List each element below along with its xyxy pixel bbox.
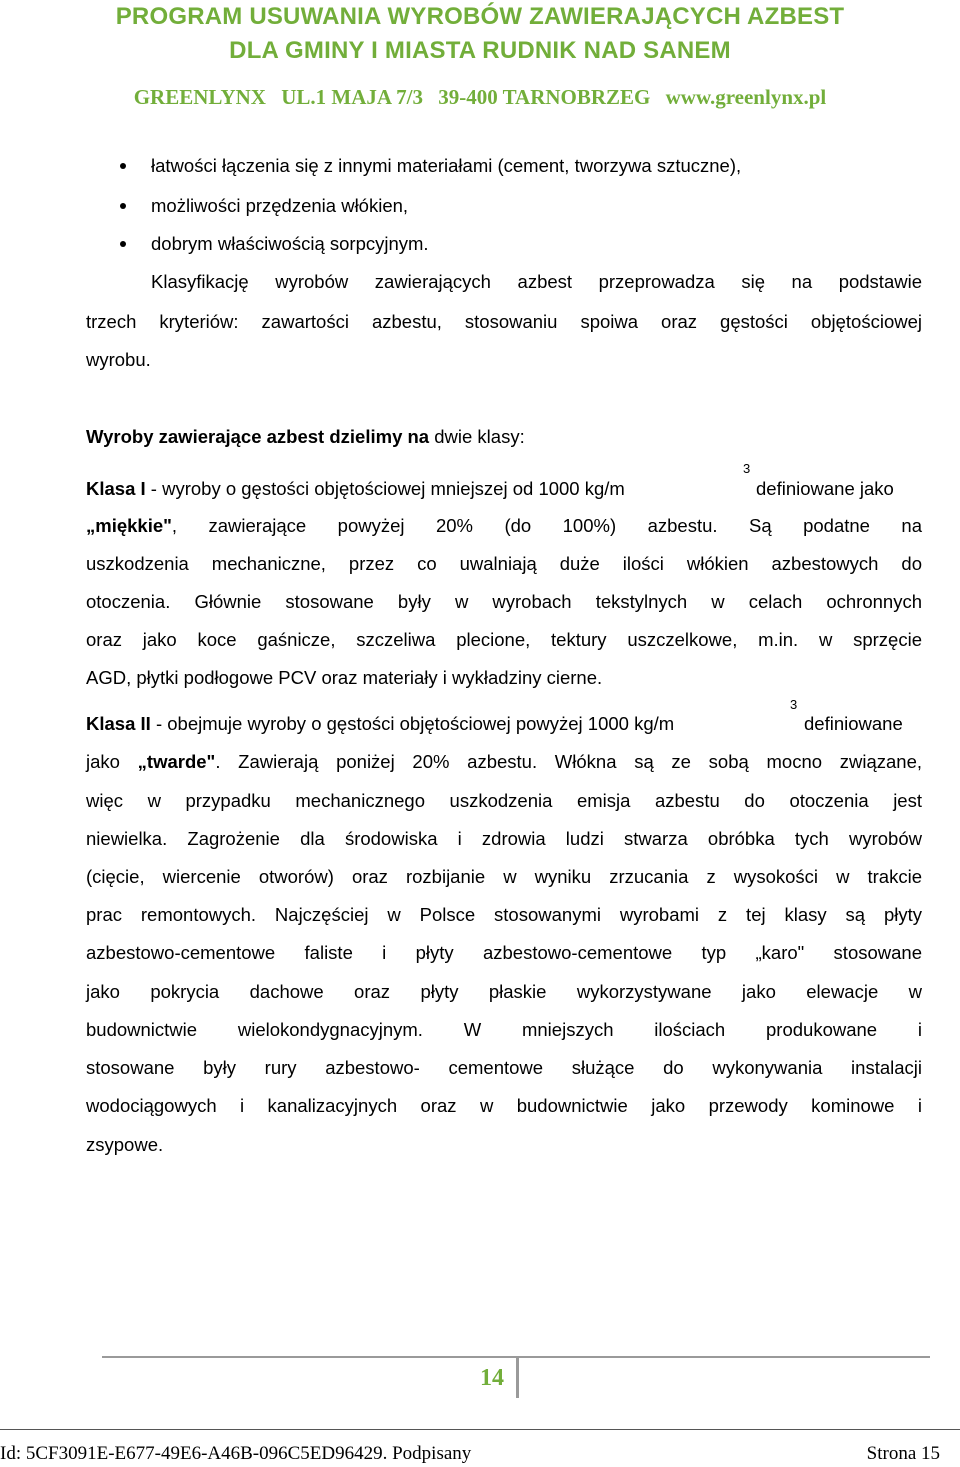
header-title-line1: PROGRAM USUWANIA WYROBÓW ZAWIERAJĄCYCH AZBEST — [115, 3, 845, 30]
class1-line3: uszkodzenia mechaniczne, przez co uwalniają duże ilości włókien azbestowych do — [86, 553, 922, 574]
intro-line: Klasyfikację wyrobów zawierających azbest przeprowadza się na podstawie — [151, 271, 922, 292]
class2-line2: jako „twarde". Zawierają poniżej 20% azbestu. Włókna są ze sobą mocno związane, — [86, 751, 923, 772]
class2-superscript: 3 — [790, 697, 798, 712]
class1-line4: otoczenia. Głównie stosowane były w wyrobach tekstylnych w celach ochronnych — [86, 591, 922, 612]
class2-line: jako pokrycia dachowe oraz płyty płaskie wykorzystywane jako elewacje w — [86, 981, 922, 1002]
class2-line: stosowane były rury azbestowo- cementowe służące do wykonywania instalacji — [86, 1057, 922, 1078]
header-contact — [0, 84, 960, 110]
page-number: 14 — [480, 1365, 504, 1391]
classes-heading: Wyroby zawierające azbest dzielimy na dwie klasy: — [86, 426, 525, 447]
header-city: 39-400 TARNOBRZEG — [438, 85, 651, 109]
class1-line6: AGD, płytki podłogowe PCV oraz materiały i wykładziny cierne. — [86, 667, 603, 688]
class2-label: Klasa II — [86, 713, 151, 734]
document-id: Id: 5CF3091E-E677-49E6-A46B-096C5ED96429. Podpisany — [0, 1443, 472, 1464]
page-number-bar — [516, 1356, 519, 1398]
bullet-icon — [120, 241, 126, 247]
class2-line: wodociągowych i kanalizacyjnych oraz w budownictwie jako przewody kominowe i — [86, 1095, 922, 1116]
class1-line1-end: definiowane jako — [756, 478, 894, 499]
header-company: GREENLYNX — [133, 85, 266, 109]
header-title-line2: DLA GMINY I MIASTA RUDNIK NAD SANEM — [229, 37, 731, 64]
intro-line: wyrobu. — [86, 349, 151, 370]
class2-line: budownictwie wielokondygnacyjnym. W mniejszych ilościach produkowane i — [86, 1019, 922, 1040]
header-website: www.greenlynx.pl — [665, 85, 827, 109]
class1-line5: oraz jako koce gaśnicze, szczeliwa plecione, tektury uszczelkowe, m.in. w sprzęcie — [86, 629, 922, 650]
class2-line: (cięcie, wiercenie otworów) oraz rozbijanie w wyniku zrzucania z wysokości w trakcie — [86, 866, 922, 887]
class1-line2: „miękkie", zawierające powyżej 20% (do 100%) azbestu. Są podatne na — [86, 515, 922, 536]
class2-line: więc w przypadku mechanicznego uszkodzenia emisja azbestu do otoczenia jest — [86, 790, 922, 811]
class1-superscript: 3 — [743, 461, 751, 476]
bullet-icon — [120, 163, 126, 169]
bullet-icon — [120, 203, 126, 209]
header-address: UL.1 MAJA 7/3 — [281, 85, 423, 109]
class2-line: azbestowo-cementowe faliste i płyty azbestowo-cementowe typ „karo" stosowane — [86, 942, 922, 963]
page-label: Strona 15 — [866, 1443, 940, 1464]
class1-line1: Klasa I - wyroby o gęstości objętościowej mniejszej od 1000 kg/m — [86, 478, 625, 499]
class2-last-line: zsypowe. — [86, 1134, 164, 1155]
class2-line: prac remontowych. Najczęściej w Polsce stosowanymi wyrobami z tej klasy są płyty — [86, 904, 922, 925]
class2-line1: Klasa II - obejmuje wyroby o gęstości objętościowej powyżej 1000 kg/m — [86, 713, 675, 734]
intro-line: trzech kryteriów: zawartości azbestu, stosowaniu spoiwa oraz gęstości objętościowej — [86, 311, 922, 332]
class2-line: niewielka. Zagrożenie dla środowiska i zdrowia ludzi stwarza obróbka tych wyrobów — [86, 828, 922, 849]
class1-label: Klasa I — [86, 478, 146, 499]
footer-bottom-divider — [0, 1429, 960, 1430]
class2-line1-end: definiowane — [804, 713, 903, 734]
